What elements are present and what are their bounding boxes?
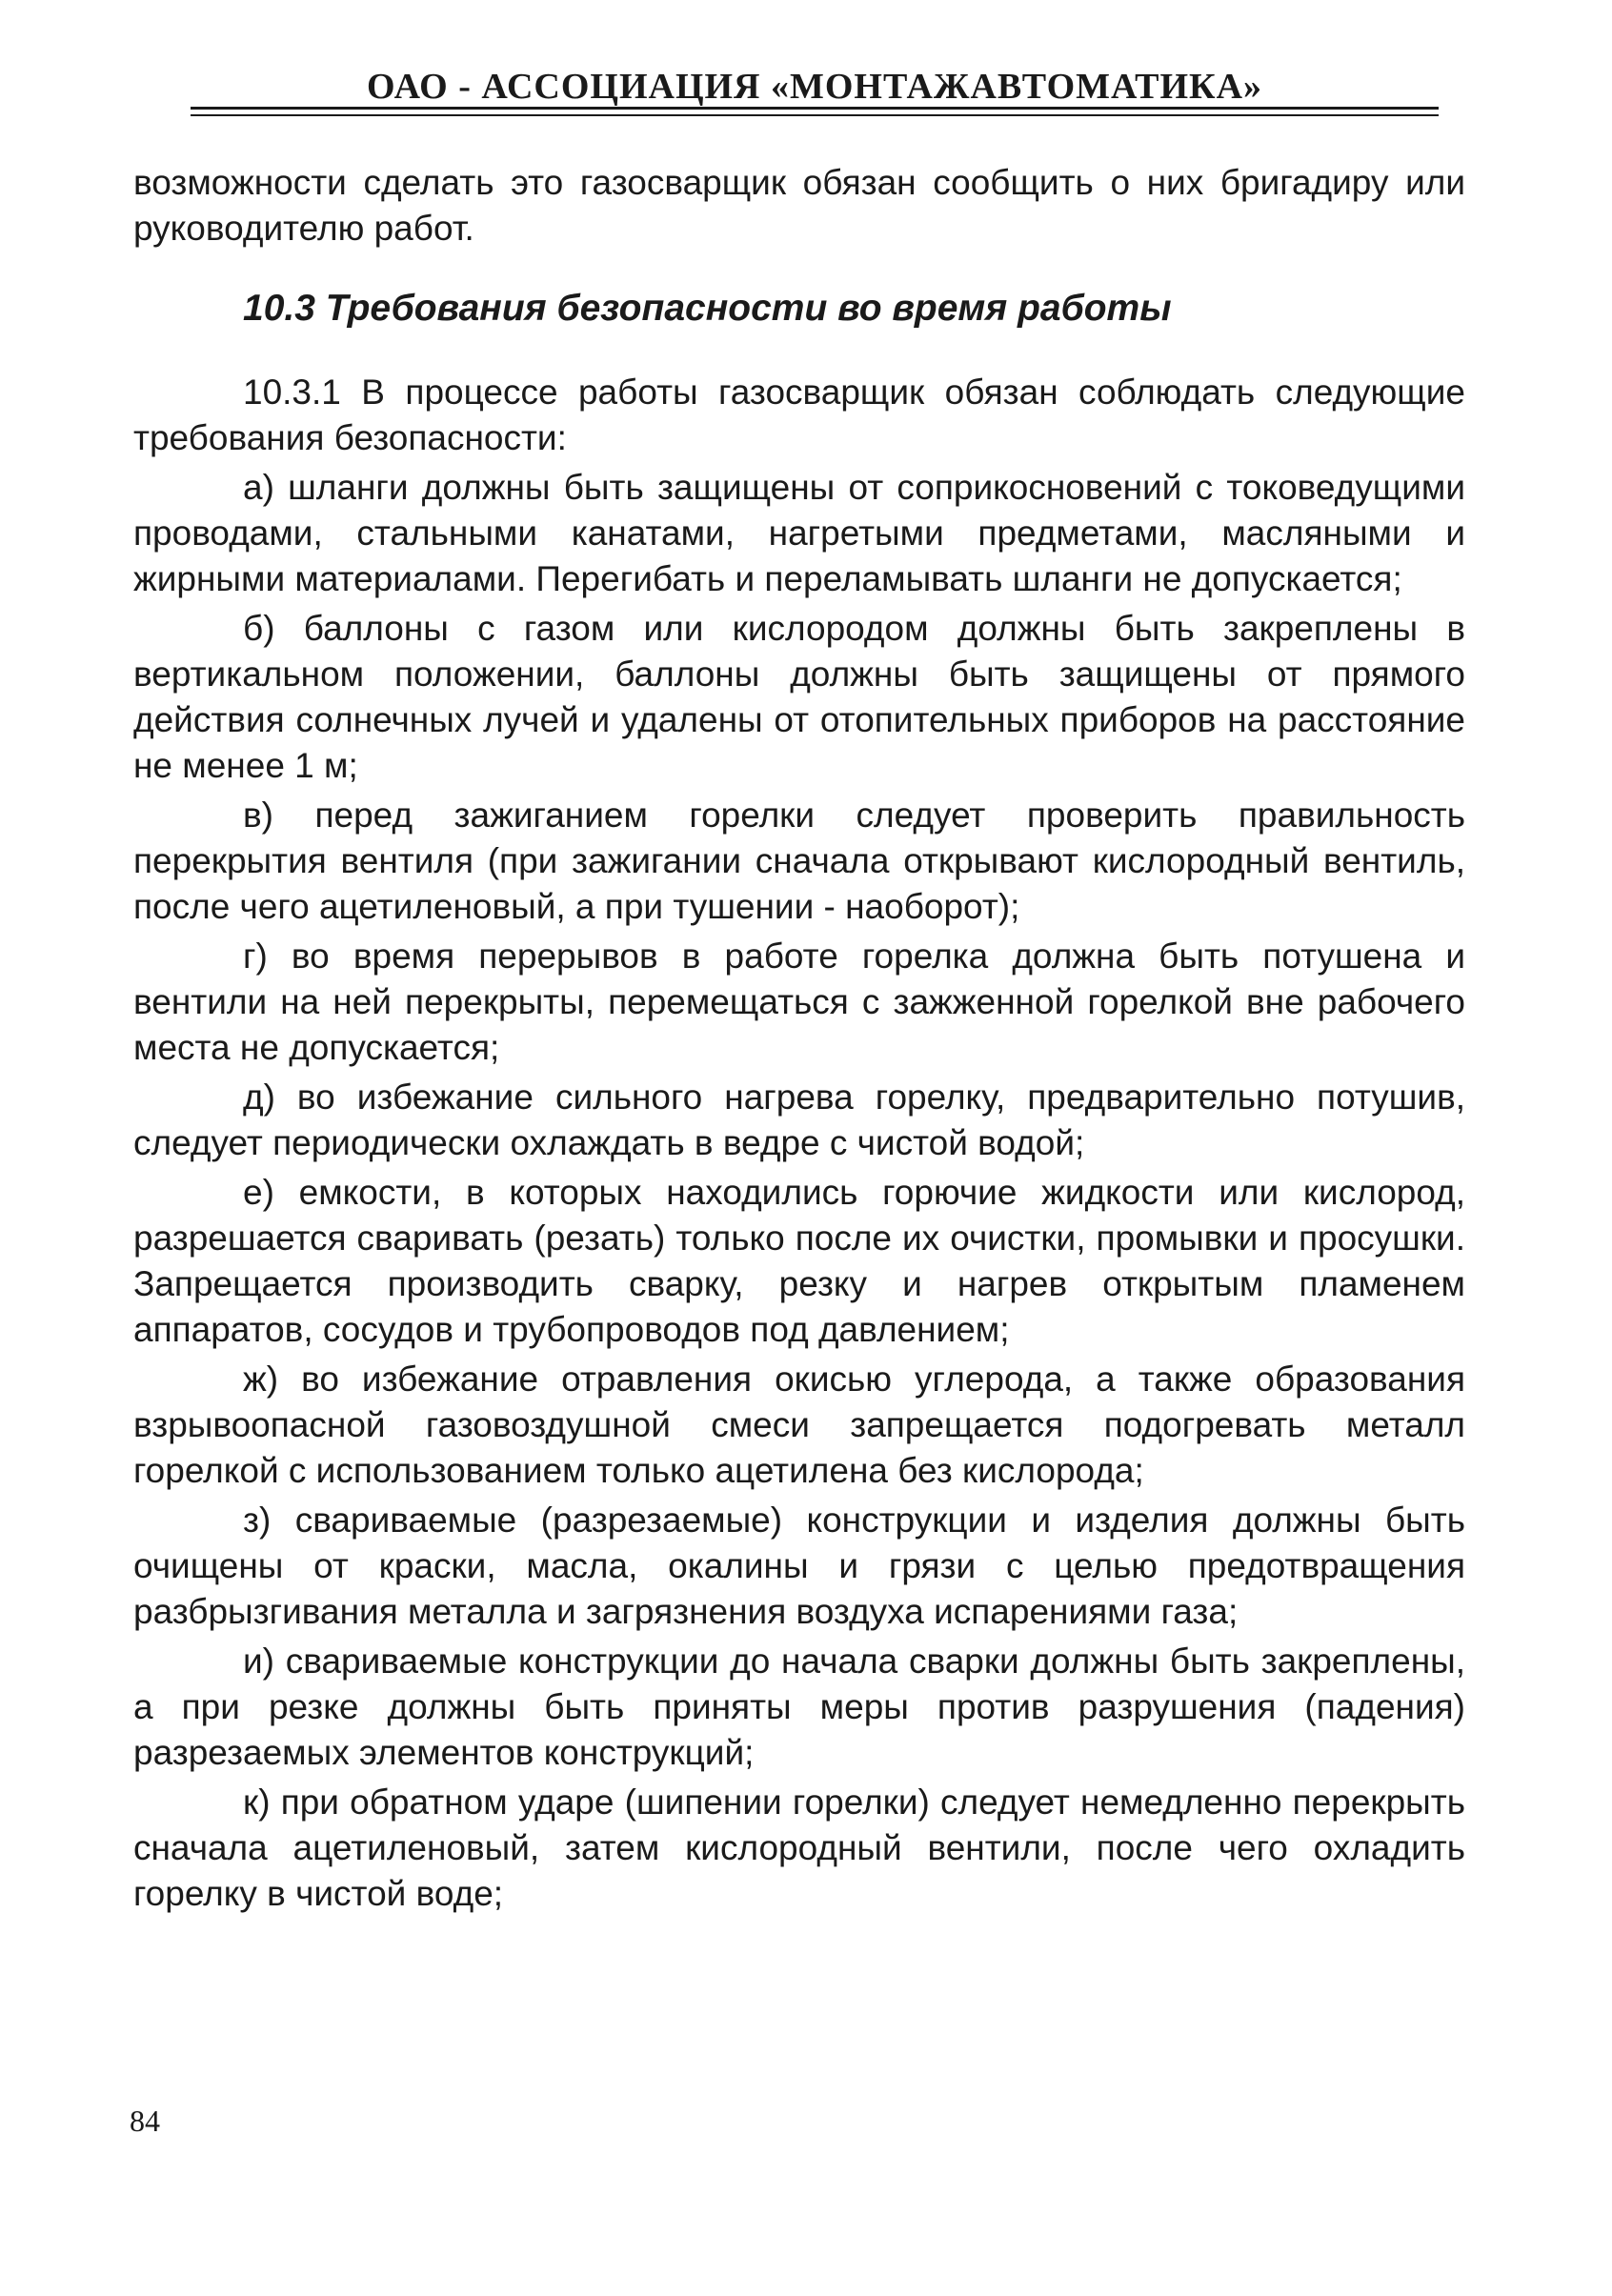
document-body (133, 160, 1465, 1917)
list-item-z: з) свариваемые (разрезаемые) конструкции и изделия должны быть очищены от краски, масла, окалины и грязи с целью предотвращения разбрызгивания металла и загрязнения воздуха испарениями газа; (133, 1500, 1465, 1631)
header-rule-top (191, 107, 1439, 110)
list-item-k: к) при обратном ударе (шипении горелки) следует немедленно перекрыть сначала ацетиленовый, затем кислородный вентили, после чего охладить горелку в чистой воде; (133, 1782, 1465, 1913)
list-item-zh: ж) во избежание отравления окисью углерода, а также образования взрывоопасной газовоздушной смеси запрещается подогревать металл горелкой с использованием только ацетилена без кислорода; (133, 1359, 1465, 1490)
page-header-title: ОАО - АССОЦИАЦИЯ «МОНТАЖАВТОМАТИКА» (366, 67, 1263, 107)
list-item-g: г) во время перерывов в работе горелка должна быть потушена и вентили на ней перекрыты, перемещаться с зажженной горелкой вне рабочего места не допускается; (133, 937, 1465, 1067)
list-item-v: в) перед зажиганием горелки следует проверить правильность перекрытия вентиля (при зажигании сначала открывают кислородный вентиль, после чего ацетиленовый, а при тушении - наоборот); (133, 796, 1465, 926)
intro-paragraph: возможности сделать это газосварщик обязан сообщить о них бригадиру или руководителю работ. (133, 163, 1465, 248)
list-item-i: и) свариваемые конструкции до начала сварки должны быть закреплены, а при резке должны быть приняты меры против разрушения (падения) разрезаемых элементов конструкций; (133, 1641, 1465, 1772)
list-item-a: а) шланги должны быть защищены от соприкосновений с токоведущими проводами, стальными канатами, нагретыми предметами, масляными и жирными материалами. Перегибать и переламывать шланги не допускается; (133, 468, 1465, 598)
list-item-d: д) во избежание сильного нагрева горелку, предварительно потушив, следует периодически охлаждать в ведре с чистой водой; (133, 1078, 1465, 1162)
header-rule-bottom (191, 114, 1439, 116)
clause-paragraph: 10.3.1 В процессе работы газосварщик обязан соблюдать следующие требования безопасности: (133, 373, 1465, 457)
list-item-e: е) емкости, в которых находились горючие жидкости или кислород, разрешается сваривать (резать) только после их очистки, промывки и просушки. Запрещается производить сварку, резку и нагрев открытым пламенем аппаратов, сосудов и трубопроводов под давлением; (133, 1173, 1465, 1349)
section-heading: 10.3 Требования безопасности во время работы (243, 288, 1172, 329)
page-number: 84 (130, 2104, 160, 2138)
list-item-b: б) баллоны с газом или кислородом должны быть закреплены в вертикальном положении, баллоны должны быть защищены от прямого действия солнечных лучей и удалены от отопительных приборов на расстояние не менее 1 м; (133, 609, 1465, 785)
